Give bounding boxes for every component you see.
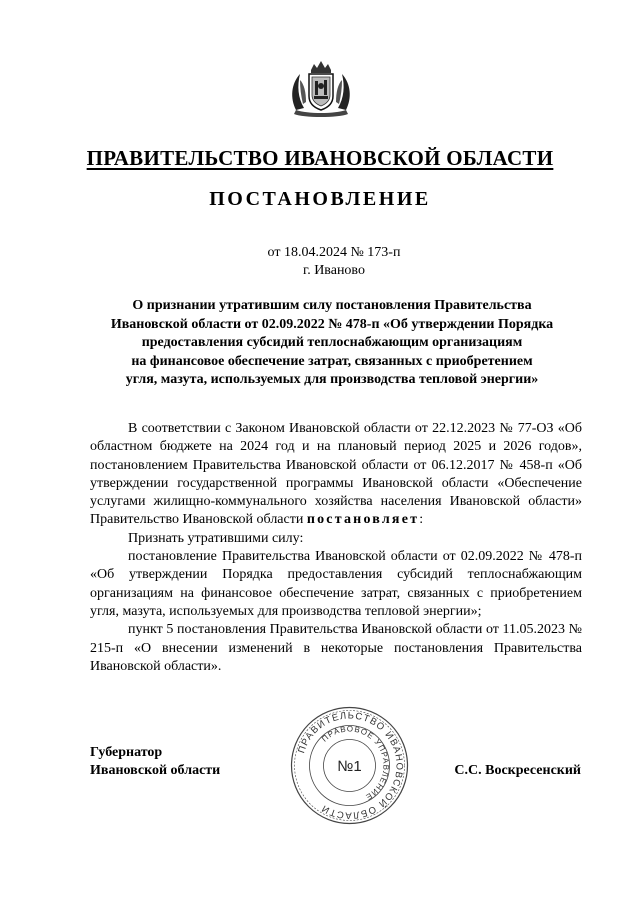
government-title-text: ПРАВИТЕЛЬСТВО ИВАНОВСКОЙ ОБЛАСТИ <box>86 146 554 170</box>
item-paragraph-1: постановление Правительства Ивановской области от 02.09.2022 № 478-п «Об утверждении Порядка предоставления субсидий теплоснабжающим организациям на финансовое обеспечение затрат, связанных с приобретением угля, мазута, используемых для производства тепловой энергии»; <box>90 549 582 619</box>
signatory-position-line: Ивановской области <box>90 763 221 778</box>
decree-word: постановляет <box>306 512 420 528</box>
stamp-number: №1 <box>337 758 362 775</box>
signatory-position-line: Губернатор <box>90 745 163 760</box>
signatory-position <box>90 744 220 780</box>
preamble-paragraph <box>90 420 582 530</box>
signatory-name: С.С. Воскресенский <box>454 763 581 778</box>
official-stamp <box>287 703 412 828</box>
document-body <box>90 420 582 676</box>
subject-line: предоставления субсидий теплоснабжающим организациям <box>141 335 523 350</box>
subject-line: на финансовое обеспечение затрат, связанных с приобретением <box>131 353 533 369</box>
preamble-text: В соответствии с Законом Ивановской области от 22.12.2023 № 77-ОЗ «Об областном бюджете на 2024 год и на плановый период 2025 и 2026 годов», постановлением Правительства Ивановской области от 06.12.2017 № 458-п «Об утверждении государственной программы Ивановской области «Обеспечение услугами жилищно-коммунального хозяйства населения Ивановской области» Правительство Ивановской области <box>90 421 582 528</box>
subject-line: угля, мазута, используемых для производства тепловой энергии» <box>125 372 539 387</box>
government-title <box>0 146 640 171</box>
stamp-inner-text: ПРАВОВОЕ УПРАВЛЕНИЕ <box>320 724 391 803</box>
document-type: ПОСТАНОВЛЕНИЕ <box>209 188 431 210</box>
document-date-number: от 18.04.2024 № 173-п <box>267 245 401 260</box>
document-subject <box>88 297 576 390</box>
document-city: г. Иваново <box>303 263 365 278</box>
subject-line: О признании утратившим силу постановления Правительства <box>132 298 532 313</box>
decree-colon: : <box>419 512 424 528</box>
subject-line: Ивановской области от 02.09.2022 № 478-п «Об утверждении Порядка <box>110 316 554 332</box>
item-paragraph-2: пункт 5 постановления Правительства Ивановской области от 11.05.2023 № 215-п «О внесении изменений в некоторые постановления Правительства Ивановской области». <box>90 622 582 674</box>
intro-paragraph: Признать утратившими силу: <box>128 530 304 546</box>
stamp-outer-text: ПРАВИТЕЛЬСТВО ИВАНОВСКОЙ ОБЛАСТИ <box>296 710 405 821</box>
coat-of-arms-emblem <box>288 58 354 120</box>
